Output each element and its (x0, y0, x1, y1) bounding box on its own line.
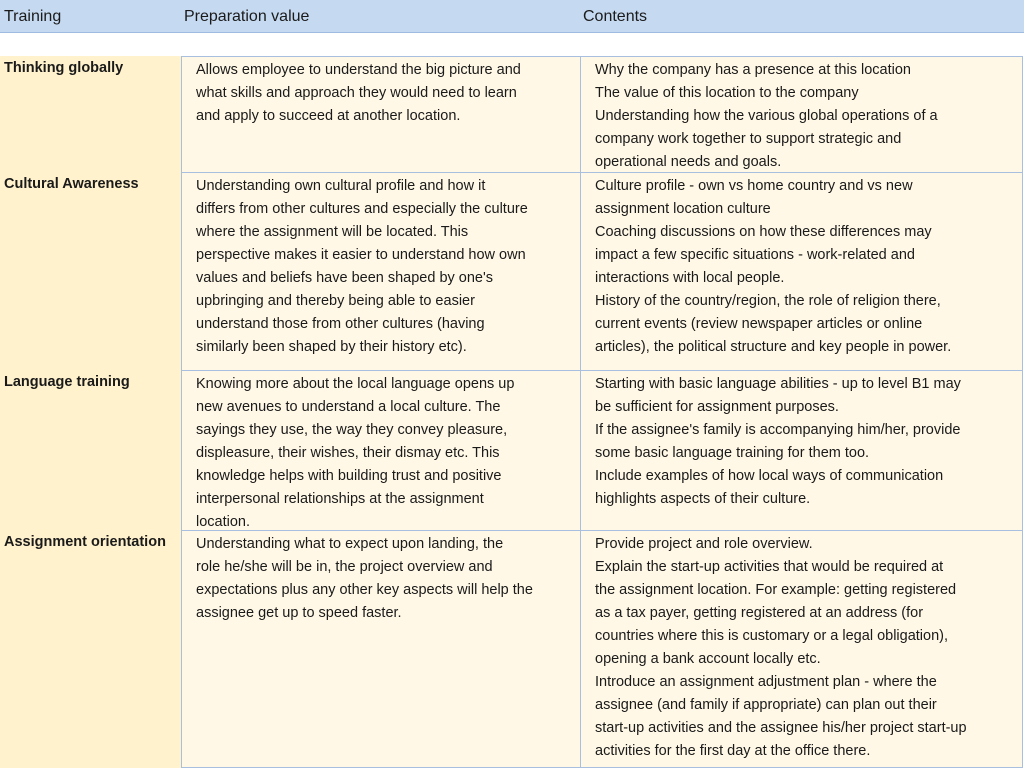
contents-line: assignee (and family if appropriate) can plan out their (595, 697, 937, 713)
contents-line: as a tax payer, getting registered at an address (for (595, 605, 924, 621)
preparation-line: interpersonal relationships at the assignment (196, 491, 484, 507)
preparation-line: assignee get up to speed faster. (196, 605, 402, 621)
contents-cell (580, 370, 1023, 531)
preparation-line: role he/she will be in, the project overview and (196, 559, 493, 575)
preparation-line: Understanding what to expect upon landing, the (196, 536, 504, 552)
preparation-line: where the assignment will be located. This (196, 224, 469, 240)
preparation-line: what skills and approach they would need to learn (196, 85, 517, 101)
training-label: Cultural Awareness (4, 176, 139, 192)
preparation-line: location. (196, 514, 251, 530)
contents-line: highlights aspects of their culture. (595, 491, 811, 507)
contents-line: opening a bank account locally etc. (595, 651, 821, 667)
table-row (0, 530, 1024, 768)
preparation-line: values and beliefs have been shaped by one's (196, 270, 494, 286)
contents-line: current events (review newspaper articles or online (595, 316, 923, 332)
contents-line: countries where this is customary or a legal obligation), (595, 628, 948, 644)
header-contents: Contents (583, 8, 648, 25)
training-label: Language training (4, 374, 130, 390)
training-label: Thinking globally (4, 60, 124, 76)
contents-line: operational needs and goals. (595, 154, 782, 170)
preparation-line: expectations plus any other key aspects will help the (196, 582, 533, 598)
preparation-line: perspective makes it easier to understand how own (196, 247, 526, 263)
contents-line: Introduce an assignment adjustment plan - where the (595, 674, 937, 690)
preparation-line: and apply to succeed at another location. (196, 108, 461, 124)
contents-line: assignment location culture (595, 201, 771, 217)
contents-line: Starting with basic language abilities - up to level B1 may (595, 376, 961, 392)
contents-line: be sufficient for assignment purposes. (595, 399, 839, 415)
preparation-line: knowledge helps with building trust and positive (196, 468, 502, 484)
training-cell (0, 56, 181, 173)
contents-line: Include examples of how local ways of communication (595, 468, 944, 484)
contents-line: start-up activities and the assignee his/her project start-up (595, 720, 967, 736)
contents-line: The value of this location to the company (595, 85, 859, 101)
contents-cell (580, 172, 1023, 371)
contents-line: articles), the political structure and key people in power. (595, 339, 952, 355)
contents-line: activities for the first day at the office there. (595, 743, 871, 759)
preparation-line: displeasure, their wishes, their dismay etc. This (196, 445, 500, 461)
contents-line: company work together to support strategic and (595, 131, 902, 147)
preparation-line: differs from other cultures and especially the culture (196, 201, 528, 217)
contents-line: Understanding how the various global operations of a (595, 108, 938, 124)
contents-line: some basic language training for them too. (595, 445, 870, 461)
table-header (0, 0, 1024, 33)
preparation-line: Knowing more about the local language opens up (196, 376, 515, 392)
contents-line: Coaching discussions on how these differences may (595, 224, 932, 240)
table-row (0, 56, 1024, 173)
preparation-cell (181, 56, 581, 173)
preparation-line: Understanding own cultural profile and how it (196, 178, 486, 194)
table-row (0, 370, 1024, 531)
contents-line: Why the company has a presence at this location (595, 62, 911, 78)
preparation-cell (181, 370, 581, 531)
contents-line: History of the country/region, the role of religion there, (595, 293, 941, 309)
contents-line: the assignment location. For example: getting registered (595, 582, 957, 598)
contents-cell (580, 530, 1023, 768)
preparation-line: Allows employee to understand the big picture and (196, 62, 521, 78)
contents-line: interactions with local people. (595, 270, 785, 286)
header-training: Training (4, 8, 62, 25)
preparation-line: new avenues to understand a local culture. The (196, 399, 501, 415)
table-row (0, 172, 1024, 371)
preparation-line: upbringing and thereby being able to easier (196, 293, 475, 309)
preparation-line: understand those from other cultures (having (196, 316, 485, 332)
contents-line: impact a few specific situations - work-related and (595, 247, 915, 263)
preparation-cell (181, 172, 581, 371)
training-cell (0, 172, 181, 371)
preparation-line: similarly been shaped by their history etc). (196, 339, 467, 355)
contents-line: If the assignee's family is accompanying him/her, provide (595, 422, 961, 438)
training-cell (0, 370, 181, 531)
contents-line: Explain the start-up activities that would be required at (595, 559, 944, 575)
contents-line: Culture profile - own vs home country and vs new (595, 178, 913, 194)
contents-line: Provide project and role overview. (595, 536, 813, 552)
preparation-cell (181, 530, 581, 768)
training-cell (0, 530, 181, 768)
contents-cell (580, 56, 1023, 173)
header-preparation-value: Preparation value (184, 8, 310, 25)
preparation-line: sayings they use, the way they convey pleasure, (196, 422, 508, 438)
training-label: Assignment orientation (4, 534, 166, 550)
